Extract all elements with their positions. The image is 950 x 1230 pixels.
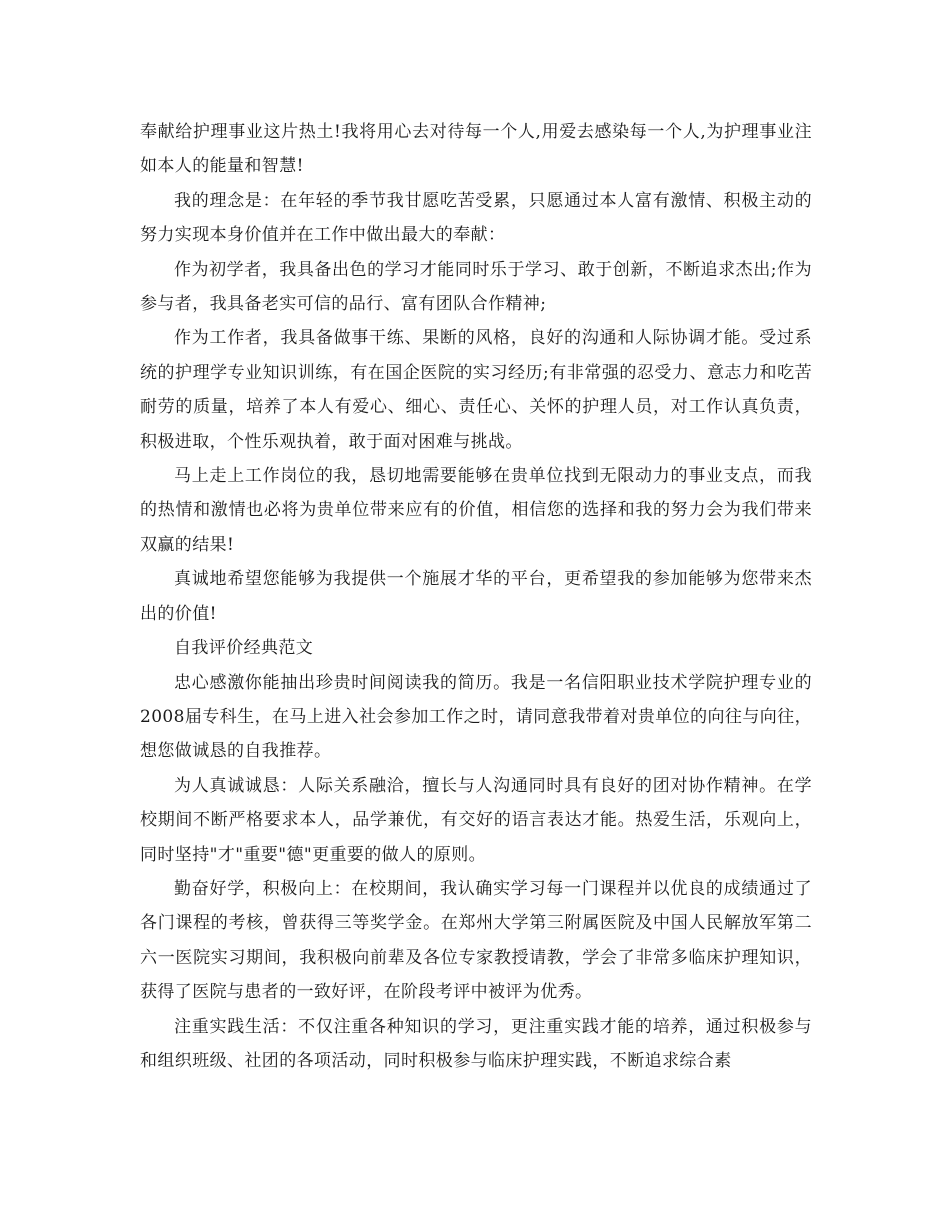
- paragraph-10: 勤奋好学，积极向上：在校期间，我认确实学习每一门课程并以优良的成绩通过了各门课程的考核，曾获得三等奖学金。在郑州大学第三附属医院及中国人民解放军第二六一医院实习期间，我积极向前辈及各位专家教授请教，学会了非常多临床护理知识，获得了医院与患者的一致好评，在阶段考评中被评为优秀。: [140, 878, 812, 1003]
- document-body: [140, 115, 812, 1078]
- paragraph-11: 注重实践生活：不仅注重各种知识的学习，更注重实践才能的培养，通过积极参与和组织班级、社团的各项活动，同时积极参与临床护理实践，不断追求综合素: [140, 1016, 812, 1071]
- paragraph-1: 奉献给护理事业这片热土!我将用心去对待每一个人,用爱去感染每一个人,为护理事业注如本人的能量和智慧!: [140, 122, 812, 177]
- paragraph-3: 作为初学者，我具备出色的学习才能同时乐于学习、敢于创新，不断追求杰出;作为参与者，我具备老实可信的品行、富有团队合作精神;: [140, 259, 812, 315]
- section-heading: 自我评价经典范文: [174, 638, 314, 659]
- paragraph-2: 我的理念是：在年轻的季节我甘愿吃苦受累，只愿通过本人富有激情、积极主动的努力实现本身价值并在工作中做出最大的奉献：: [140, 190, 812, 246]
- paragraph-8: 忠心感激你能抽出珍贵时间阅读我的简历。我是一名信阳职业技术学院护理专业的2008届专科生，在马上进入社会参加工作之时，请同意我带着对贵单位的向往与向往，想您做诚恳的自我推荐。: [140, 672, 812, 762]
- paragraph-6: 真诚地希望您能够为我提供一个施展才华的平台，更希望我的参加能够为您带来杰出的价值!: [140, 569, 812, 624]
- paragraph-4: 作为工作者，我具备做事干练、果断的风格，良好的沟通和人际协调才能。受过系统的护理学专业知识训练，有在国企医院的实习经历;有非常强的忍受力、意志力和吃苦耐劳的质量，培养了本人有爱心、细心、责任心、关怀的护理人员，对工作认真负责，积极进取，个性乐观执着，敢于面对困难与挑战。: [140, 328, 812, 452]
- paragraph-5: 马上走上工作岗位的我，恳切地需要能够在贵单位找到无限动力的事业支点，而我的热情和激情也必将为贵单位带来应有的价值，相信您的选择和我的努力会为我们带来双赢的结果!: [140, 466, 812, 555]
- paragraph-9: 为人真诚诚恳：人际关系融洽，擅长与人沟通同时具有良好的团对协作精神。在学校期间不断严格要求本人，品学兼优，有交好的语言表达才能。热爱生活，乐观向上，同时坚持"才"重要"德"更重要的做人的原则。: [140, 775, 812, 865]
